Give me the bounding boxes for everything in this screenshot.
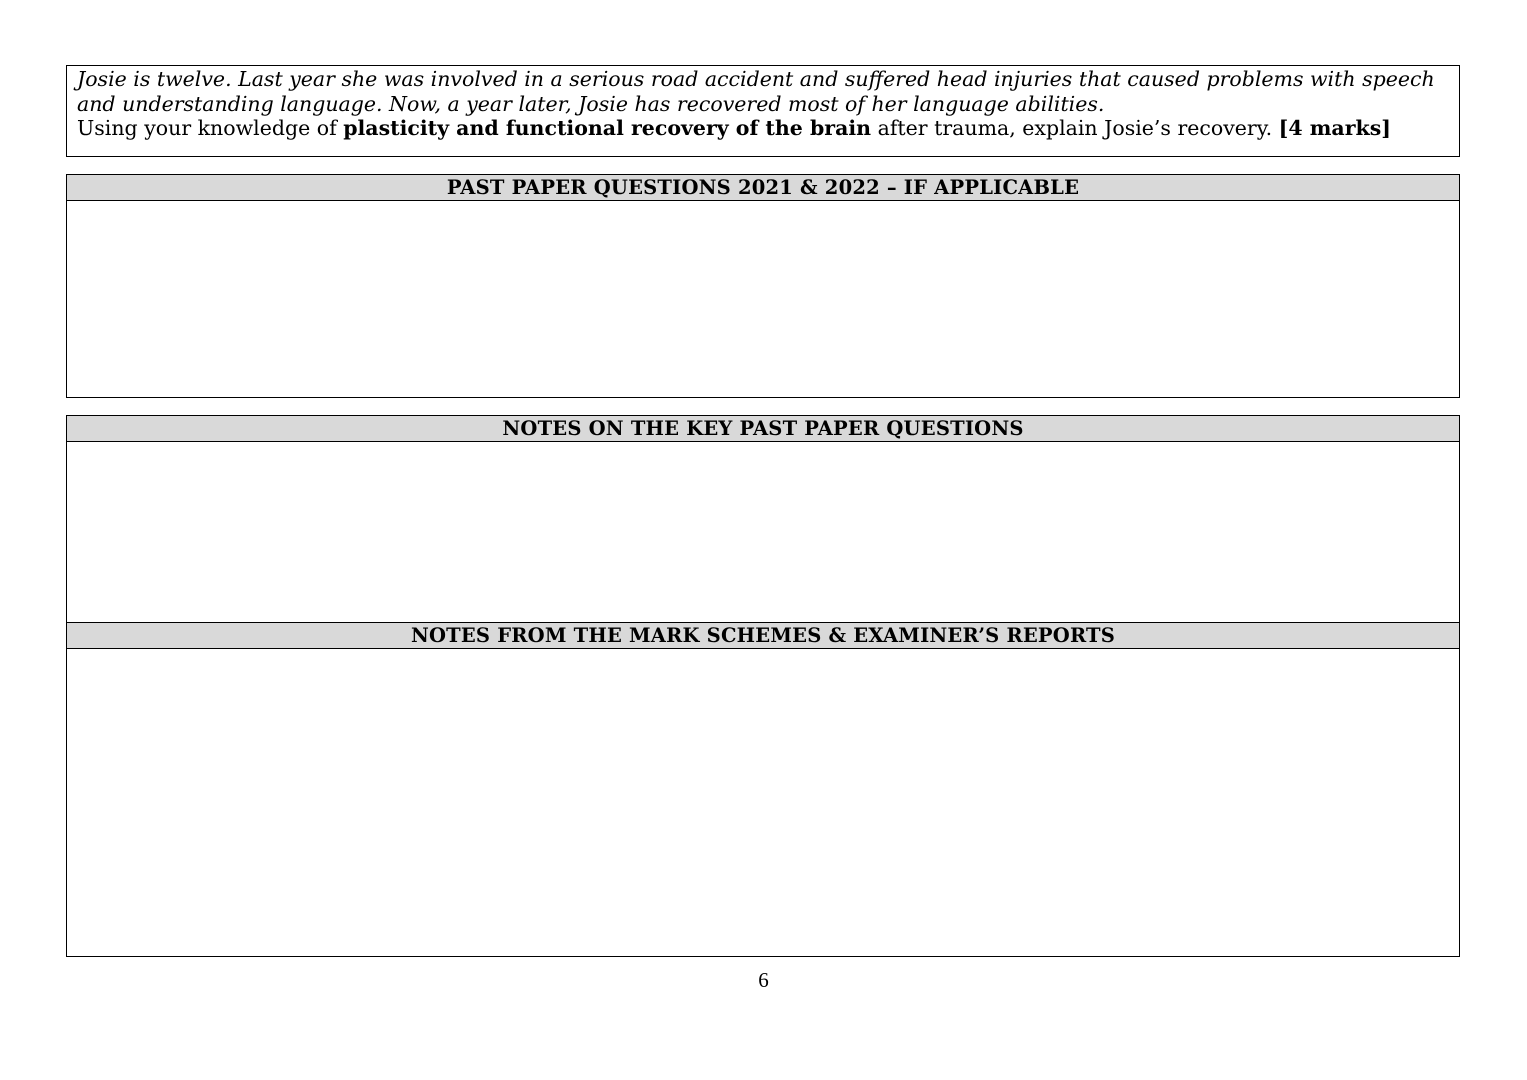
prompt-text-end: after trauma, explain Josie’s recovery. [871, 116, 1279, 140]
notes-mark-schemes-area[interactable] [67, 649, 1459, 954]
prompt-text-start: Using your knowledge of [77, 116, 344, 140]
notes-key-questions-header: NOTES ON THE KEY PAST PAPER QUESTIONS [67, 416, 1459, 442]
past-paper-questions-section [66, 174, 1460, 398]
past-paper-questions-header: PAST PAPER QUESTIONS 2021 & 2022 – IF APPLICABLE [67, 175, 1459, 201]
notes-section [66, 415, 1460, 957]
question-prompt [77, 116, 1449, 141]
scenario-line-1: Josie is twelve. Last year she was involved in a serious road accident and suffered head injuries that caused problems with speech [77, 67, 1435, 91]
exam-question-box [66, 65, 1460, 157]
notes-mark-schemes-header: NOTES FROM THE MARK SCHEMES & EXAMINER’S REPORTS [67, 623, 1459, 649]
scenario-line-2: and understanding language. Now, a year later, Josie has recovered most of her language abilities. [77, 91, 1105, 116]
question-scenario [77, 67, 1449, 116]
marks-label: [4 marks] [1278, 116, 1391, 140]
prompt-key-topic: plasticity and functional recovery of the brain [343, 116, 872, 140]
page-number: 6 [758, 968, 769, 992]
past-paper-questions-answer-area[interactable] [67, 201, 1459, 397]
notes-key-questions-area[interactable] [67, 442, 1459, 623]
